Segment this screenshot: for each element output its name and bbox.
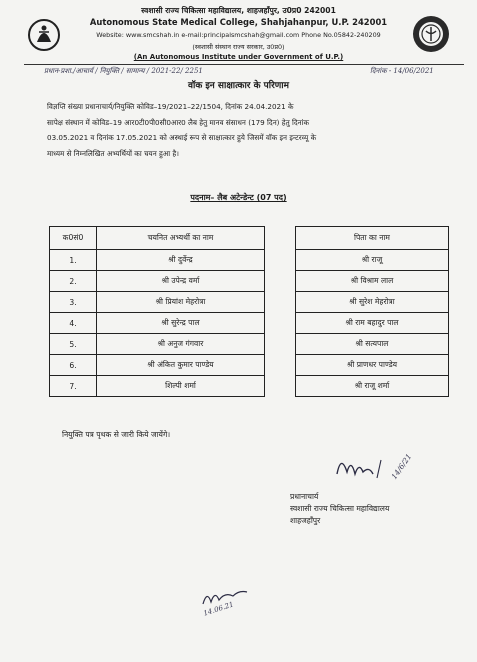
column-header-father: पिता का नाम	[296, 227, 449, 250]
table-header-row	[50, 227, 449, 250]
column-gap	[265, 313, 296, 334]
bottom-handwritten-date: 14.06.21	[202, 600, 235, 618]
college-name-hindi: स्वशासी राज्य चिकित्सा महाविद्यालय, शाहजहाँपुर, उ0प्र0 242001	[141, 6, 336, 15]
column-gap	[265, 250, 296, 271]
college-logo-icon	[411, 14, 451, 54]
serial-cell: 3.	[50, 292, 97, 313]
header-divider	[24, 64, 464, 65]
candidate-name-cell: शिल्पी शर्मा	[97, 376, 265, 397]
candidate-name-cell: श्री उपेन्द्र वर्मा	[97, 271, 265, 292]
column-gap	[265, 334, 296, 355]
serial-cell: 1.	[50, 250, 97, 271]
column-header-candidate: चयनित अभ्यर्थी का नाम	[97, 227, 265, 250]
serial-cell: 6.	[50, 355, 97, 376]
table-row	[50, 313, 449, 334]
paragraph-line: सापेक्ष संस्थान में कोविड–19 आर0टी0पी0सी0आर0 लैब हेतु मानव संसाधन (179 दिन) हेतु दिनांक	[47, 117, 310, 127]
paragraph-line: माध्यम से निम्नलिखित अभ्यर्थियों का चयन हुआ है।	[47, 148, 179, 158]
father-name-cell: श्री सत्यपाल	[296, 334, 449, 355]
column-gap	[265, 355, 296, 376]
father-name-cell: श्री राजू	[296, 250, 449, 271]
college-subtitle-hindi: (स्वशासी संस्थान राज्य सरकार, उ0प्र0)	[192, 43, 285, 51]
signature-date: 14/6/21	[389, 452, 414, 481]
contact-line: Website: www.smcshah.in e-mail:principalsmcshah@gmail.com Phone No.05842-240209	[96, 31, 381, 39]
autonomous-institute-line: (An Autonomous Institute under Government of U.P.)	[133, 53, 344, 61]
up-government-emblem-icon	[27, 16, 61, 54]
paragraph-line: विज्ञप्ति संख्या प्रधानाचार्य/नियुक्ति कोविड–19/2021–22/1504, दिनांक 24.04.2021 के	[47, 102, 294, 111]
father-name-cell: श्री प्राणधर पाण्डेय	[296, 355, 449, 376]
selected-candidates-table	[49, 226, 449, 397]
table-row	[50, 334, 449, 355]
candidate-name-cell: श्री दुर्वेन्द्र	[97, 250, 265, 271]
handwritten-date: दिनांक - 14/06/2021	[370, 67, 434, 75]
document-title: वॉक इन साक्षात्कार के परिणाम	[187, 81, 289, 91]
table-row	[50, 292, 449, 313]
handwritten-reference-number: प्रधान-प्रशा./आचार्य / नियुक्ति / सामान्य / 2021-22/ 2251	[44, 67, 203, 75]
table-row	[50, 376, 449, 397]
candidate-name-cell: श्री प्रियांश मेहरोत्रा	[97, 292, 265, 313]
college-name-english: Autonomous State Medical College, Shahjahanpur, U.P. 242001	[89, 17, 388, 27]
candidate-name-cell: श्री अनुज गंगवार	[97, 334, 265, 355]
notice-paragraph	[47, 99, 459, 161]
serial-cell: 5.	[50, 334, 97, 355]
column-gap	[265, 376, 296, 397]
paragraph-line: 03.05.2021 व दिनांक 17.05.2021 को अस्थाई रूप से साक्षात्कार हुये जिसमें वॉक इन इन्टरव्यू के	[47, 133, 317, 143]
column-header-serial: क0सं0	[50, 227, 97, 250]
signatory-designation: प्रधानाचार्य	[290, 492, 319, 501]
table-row	[50, 355, 449, 376]
serial-cell: 4.	[50, 313, 97, 334]
appointment-letter-note: नियुक्ति पत्र पृथक से जारी किये जायेंगे।	[62, 430, 171, 439]
candidate-name-cell: श्री अंकित कुमार पाण्डेय	[97, 355, 265, 376]
signatory-institute: स्वशासी राज्य चिकित्सा महाविद्यालय	[290, 504, 390, 513]
candidate-name-cell: श्री सुरेन्द्र पाल	[97, 313, 265, 334]
father-name-cell: श्री राम बहादुर पाल	[296, 313, 449, 334]
column-gap	[265, 292, 296, 313]
father-name-cell: श्री विश्राम लाल	[296, 271, 449, 292]
father-name-cell: श्री राजू शर्मा	[296, 376, 449, 397]
signatory-block	[290, 491, 450, 527]
table-row	[50, 271, 449, 292]
table-row	[50, 250, 449, 271]
serial-cell: 7.	[50, 376, 97, 397]
signatory-city: शाहजहाँपुर	[290, 516, 321, 525]
column-gap	[265, 271, 296, 292]
post-designation: पदनाम– लैब अटेन्डेन्ट (07 पद)	[190, 193, 287, 202]
column-gap	[265, 227, 296, 250]
father-name-cell: श्री सुरेश मेहरोत्रा	[296, 292, 449, 313]
serial-cell: 2.	[50, 271, 97, 292]
